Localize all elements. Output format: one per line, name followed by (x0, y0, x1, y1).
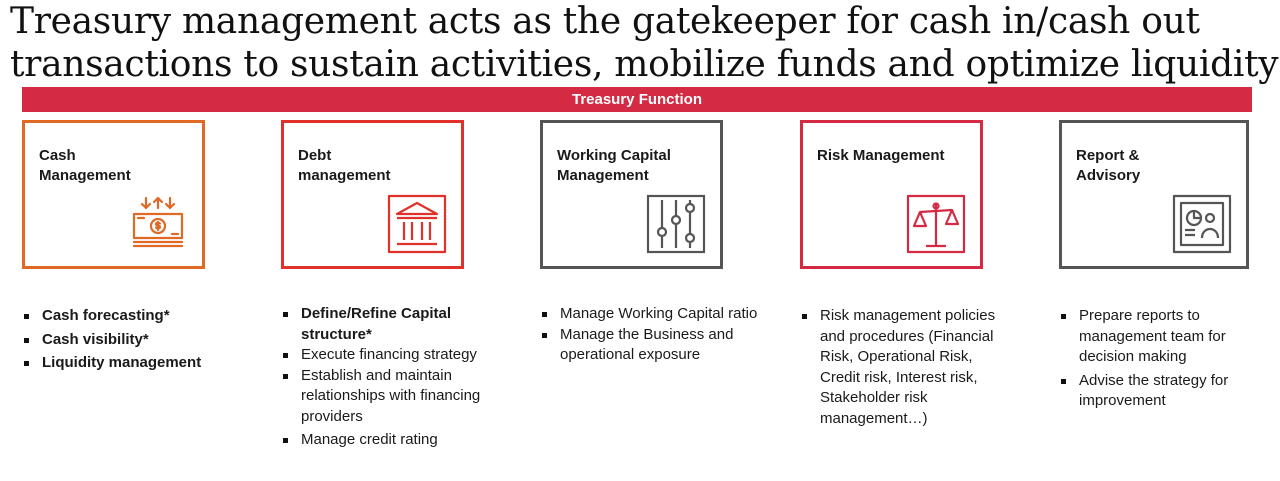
card-title (298, 146, 458, 186)
bullet-item: Advise the strategy for improvement (1059, 371, 1259, 412)
card-debt-management (281, 120, 464, 269)
card-title (557, 146, 717, 186)
card-title-line: Cash (39, 147, 76, 164)
card-title (39, 146, 199, 186)
card-title (1076, 146, 1236, 186)
card-title-line: Advisory (1076, 167, 1141, 184)
bullets-report-advisory (1059, 306, 1259, 412)
sliders-icon (646, 194, 706, 254)
card-risk-management (800, 120, 983, 269)
bullet-item: Prepare reports to management team for decision making (1059, 306, 1259, 368)
bullet-item: Cash visibility* (22, 330, 252, 351)
headline (10, 0, 1279, 86)
bullet-item: Risk management policies and procedures (Financial Risk, Operational Risk, Credit risk, Interest risk, Stakeholder risk management…) (800, 306, 1010, 429)
headline-line-1: Treasury management acts as the gatekeeper for cash in/cash out (10, 1, 1200, 42)
bullet-item: Execute financing strategy (281, 345, 491, 366)
bullet-item: Cash forecasting* (22, 306, 252, 327)
card-title-line: Report & (1076, 147, 1140, 164)
bullet-item: Liquidity management (22, 353, 252, 374)
bullet-item: Manage the Business and operational exposure (540, 325, 760, 366)
card-title-line: Management (557, 167, 649, 184)
card-title-line: Risk Management (817, 147, 945, 164)
bullet-item: Manage credit rating (281, 430, 491, 451)
headline-line-2: transactions to sustain activities, mobilize funds and optimize liquidity (10, 44, 1279, 85)
card-title-line: Working Capital (557, 147, 671, 164)
bullet-item: Establish and maintain relationships with financing providers (281, 366, 491, 428)
card-working-capital-management (540, 120, 723, 269)
bullets-risk-management (800, 306, 1010, 429)
bullets-working-capital (540, 304, 760, 366)
bullet-item: Manage Working Capital ratio (540, 304, 760, 325)
cash-flow-icon (128, 194, 188, 254)
treasury-function-band: Treasury Function (22, 87, 1252, 112)
card-title-line: Debt (298, 147, 332, 164)
card-title-line: management (298, 167, 391, 184)
bullets-debt-management (281, 304, 491, 451)
scales-icon (906, 194, 966, 254)
bullet-item: Define/Refine Capital structure* (281, 304, 491, 345)
card-title (817, 146, 977, 166)
card-title-line: Management (39, 167, 131, 184)
report-icon (1172, 194, 1232, 254)
card-cash-management (22, 120, 205, 269)
card-report-advisory (1059, 120, 1249, 269)
bullets-cash-management (22, 306, 252, 377)
bank-building-icon (387, 194, 447, 254)
